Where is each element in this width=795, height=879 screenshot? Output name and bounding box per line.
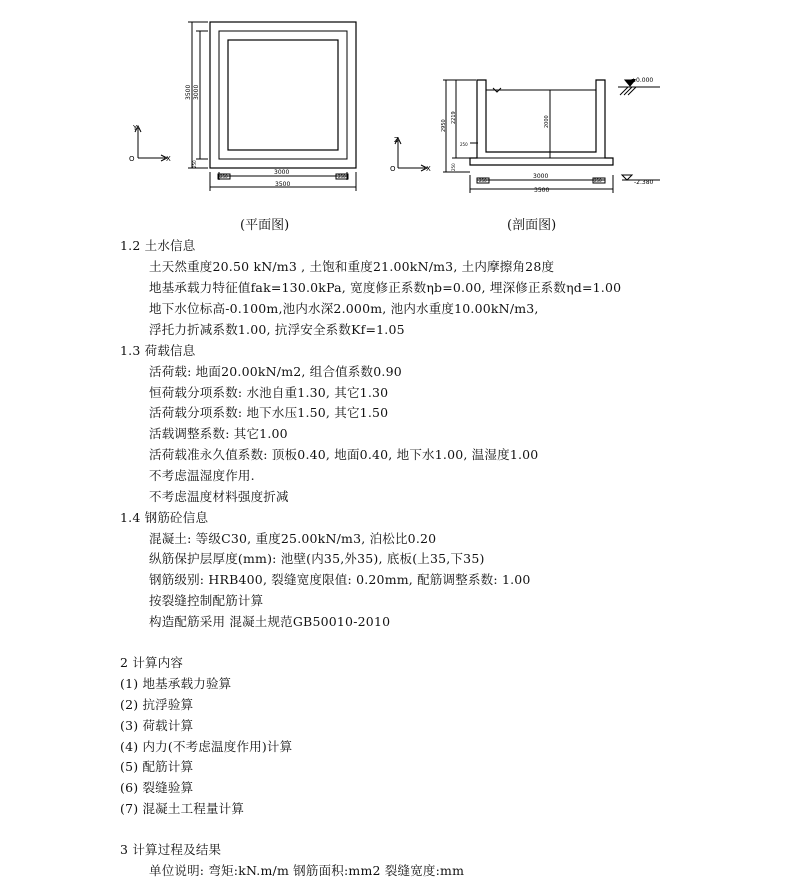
text-line: 活荷载分项系数: 地下水压1.50, 其它1.50 xyxy=(149,405,389,420)
list-item: (3) 荷载计算 xyxy=(120,718,194,733)
text-line: 地基承载力特征值fak=130.0kPa, 宽度修正系数ηb=0.00, 埋深修正系数ηd=1.00 xyxy=(149,280,622,295)
plan-dim-height-outer: 3500 xyxy=(185,84,192,100)
section-axis-z: Z xyxy=(394,136,399,144)
drawings xyxy=(0,0,795,230)
text-line: 混凝土: 等级C30, 重度25.00kN/m3, 泊松比0.20 xyxy=(149,531,437,546)
section-axis-o: O xyxy=(390,165,396,173)
heading-concrete: 1.4 钢筋砼信息 xyxy=(120,510,209,525)
plan-axis-y: Y xyxy=(133,124,138,132)
list-item: (6) 裂缝验算 xyxy=(120,780,194,795)
section-dim-wall: 2219 xyxy=(451,111,457,124)
heading-calc-process: 3 计算过程及结果 xyxy=(120,842,222,857)
section-dim-water: 2000 xyxy=(544,115,550,128)
plan-caption: (平面图) xyxy=(240,218,290,233)
text-line: 钢筋级别: HRB400, 裂缝宽度限值: 0.20mm, 配筋调整系数: 1.00 xyxy=(149,572,531,587)
heading-calc-content: 2 计算内容 xyxy=(120,655,184,670)
text-line: 活荷载: 地面20.00kN/m2, 组合值系数0.90 xyxy=(149,364,402,379)
text-line: 构造配筋采用 混凝土规范GB50010-2010 xyxy=(149,614,391,629)
section-dim-inner: 3000 xyxy=(533,173,549,180)
section-view xyxy=(395,80,660,193)
list-item: (2) 抗浮验算 xyxy=(120,697,194,712)
section-dim-base: 250 xyxy=(451,163,456,171)
list-item: (7) 混凝土工程量计算 xyxy=(120,801,245,816)
plan-axis-x: X xyxy=(166,155,171,163)
section-dim-left: 250 xyxy=(460,142,468,147)
text-line: 恒荷载分项系数: 水池自重1.30, 其它1.30 xyxy=(149,385,389,400)
list-item: (1) 地基承载力验算 xyxy=(120,676,232,691)
text-line: 按裂缝控制配筋计算 xyxy=(149,593,264,608)
heading-loads: 1.3 荷载信息 xyxy=(120,343,196,358)
section-level-bottom: -2.380 xyxy=(634,179,654,186)
text-line: 不考虑温度材料强度折减 xyxy=(149,489,289,504)
plan-dim-edge-right: 250 xyxy=(338,174,346,179)
text-line: 浮托力折减系数1.00, 抗浮安全系数Kf=1.05 xyxy=(149,322,405,337)
text-line: 纵筋保护层厚度(mm): 池壁(内35,外35), 底板(上35,下35) xyxy=(149,551,485,566)
text-line: 单位说明: 弯矩:kN.m/m 钢筋面积:mm2 裂缝宽度:mm xyxy=(149,863,465,878)
section-dim-edge-left: 250 xyxy=(479,178,487,183)
section-axis-x: X xyxy=(426,165,431,173)
plan-dim-h-small: 250 xyxy=(192,160,197,168)
section-dim-total: 2950 xyxy=(441,119,447,132)
list-item: (4) 内力(不考虑温度作用)计算 xyxy=(120,739,293,754)
plan-dim-height-inner: 3000 xyxy=(193,84,200,100)
plan-view xyxy=(135,22,356,191)
text-line: 不考虑温湿度作用. xyxy=(149,468,255,483)
text-line: 地下水位标高-0.100m,池内水深2.000m, 池内水重度10.00kN/m3, xyxy=(149,301,539,316)
text-line: 土天然重度20.50 kN/m3 , 土饱和重度21.00kN/m3, 土内摩擦角28度 xyxy=(149,259,555,274)
list-item: (5) 配筋计算 xyxy=(120,759,194,774)
plan-dim-edge-left: 250 xyxy=(220,174,228,179)
text-line: 活荷载准永久值系数: 顶板0.40, 地面0.40, 地下水1.00, 温湿度1.00 xyxy=(149,447,539,462)
heading-soil-water: 1.2 土水信息 xyxy=(120,238,196,253)
section-dim-outer: 3500 xyxy=(534,187,550,194)
plan-dim-outer: 3500 xyxy=(275,181,291,188)
section-dim-edge-right: 250 xyxy=(594,178,602,183)
text-line: 活载调整系数: 其它1.00 xyxy=(149,426,288,441)
plan-dim-inner: 3000 xyxy=(274,169,290,176)
plan-axis-o: O xyxy=(129,155,135,163)
section-caption: (剖面图) xyxy=(507,218,557,233)
section-level-top: ±0.000 xyxy=(631,77,654,84)
